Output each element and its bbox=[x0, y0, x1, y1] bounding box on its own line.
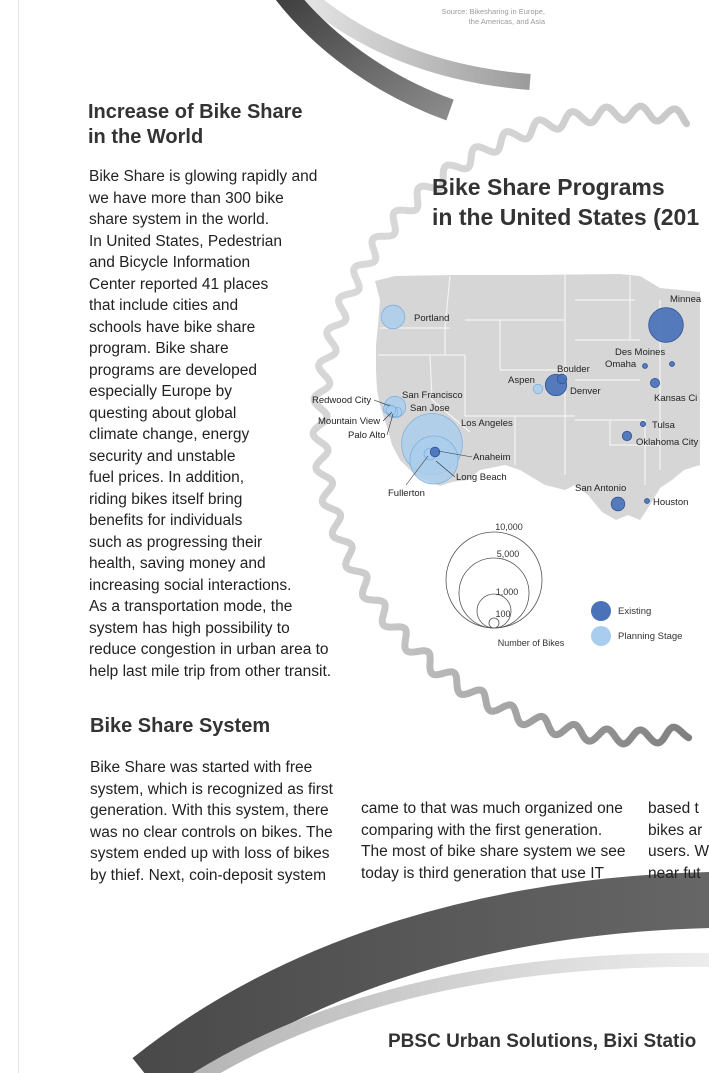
map-title-line: in the United States (201 bbox=[432, 204, 700, 230]
city-label: Long Beach bbox=[456, 472, 507, 483]
text-line: program. Bike share bbox=[89, 340, 229, 357]
footer-title: PBSC Urban Solutions, Bixi Statio bbox=[388, 1031, 697, 1052]
city-bubble bbox=[650, 378, 659, 387]
text-line: such as progressing their bbox=[89, 533, 263, 551]
text-line: Center reported 41 places bbox=[89, 275, 269, 293]
world-section-title bbox=[88, 100, 303, 150]
text-line: In United States, Pedestrian bbox=[89, 232, 283, 250]
text-line: and Bicycle Information bbox=[89, 254, 251, 271]
legend-existing-swatch bbox=[591, 601, 611, 621]
text-line: benefits for individuals bbox=[89, 512, 243, 529]
text-line: health, saving money and bbox=[89, 555, 266, 572]
city-label: Palo Alto bbox=[348, 430, 386, 441]
text-line: As a transportation mode, the bbox=[89, 598, 293, 615]
city-label: Denver bbox=[570, 386, 601, 397]
city-bubble bbox=[640, 421, 645, 426]
source-note-line: Source: Bikesharing in Europe, bbox=[441, 7, 545, 16]
source-note bbox=[400, 7, 545, 27]
text-line: we have more than 300 bike bbox=[89, 189, 284, 207]
city-label: Des Moines bbox=[615, 347, 666, 358]
city-label: Portland bbox=[414, 313, 450, 324]
city-label: Los Angeles bbox=[461, 418, 513, 429]
city-bubble bbox=[381, 305, 405, 329]
city-label: Redwood City bbox=[312, 395, 372, 406]
size-legend-label: 1,000 bbox=[495, 587, 519, 597]
text-line: climate change, energy bbox=[89, 426, 250, 443]
text-line: share system in the world. bbox=[89, 211, 270, 228]
text-line: The most of bike share system we see bbox=[361, 843, 626, 860]
city-bubble bbox=[645, 499, 650, 504]
text-line: system has high possibility to bbox=[89, 619, 290, 637]
size-legend-circle bbox=[459, 558, 529, 628]
text-line: fuel prices. In addition, bbox=[89, 469, 245, 486]
status-legend bbox=[591, 601, 682, 646]
city-label: Kansas Ci bbox=[654, 393, 698, 404]
text-line: increasing social interactions. bbox=[89, 576, 292, 594]
city-bubble bbox=[649, 308, 684, 343]
text-line: generation. With this system, there bbox=[90, 802, 329, 819]
city-label: Anaheim bbox=[473, 452, 511, 463]
city-label: San Jose bbox=[410, 403, 450, 414]
map-title bbox=[432, 172, 699, 232]
us-map bbox=[312, 274, 702, 520]
text-line: security and unstable bbox=[89, 447, 236, 465]
system-section-column-2 bbox=[361, 798, 651, 884]
source-note-line: the Americas, and Asia bbox=[468, 17, 545, 26]
size-legend-circle bbox=[446, 532, 542, 628]
text-line: Bike Share is glowing rapidly and bbox=[89, 168, 318, 185]
city-bubble bbox=[430, 447, 440, 457]
text-line: bikes ar bbox=[648, 821, 703, 839]
text-line: schools have bike share bbox=[89, 318, 256, 336]
city-label: San Antonio bbox=[575, 483, 627, 494]
city-label: Tulsa bbox=[652, 420, 675, 431]
city-bubble bbox=[410, 436, 458, 484]
text-line: system ended up with loss of bikes bbox=[90, 845, 330, 862]
system-section-column-3 bbox=[648, 798, 709, 884]
city-label: Omaha bbox=[605, 359, 637, 370]
size-legend-label: 10,000 bbox=[495, 522, 523, 532]
city-label: Fullerton bbox=[388, 488, 425, 499]
city-label: San Francisco bbox=[402, 390, 463, 401]
text-line: riding bikes itself bring bbox=[89, 490, 243, 508]
system-section-column-1 bbox=[90, 757, 333, 886]
size-legend-label: 5,000 bbox=[496, 549, 520, 559]
text-line: questing about global bbox=[89, 404, 237, 422]
city-label: Aspen bbox=[508, 375, 535, 386]
text-line: was no clear controls on bikes. The bbox=[90, 823, 333, 841]
city-label: Houston bbox=[653, 497, 689, 508]
system-section-title: Bike Share System bbox=[90, 715, 271, 737]
legend-planning-label: Planning Stage bbox=[618, 631, 683, 642]
city-bubble bbox=[557, 374, 567, 384]
size-legend-label: 100 bbox=[495, 609, 511, 619]
world-section-title-line: in the World bbox=[88, 126, 204, 148]
text-line: near fut bbox=[648, 864, 701, 882]
legend-planning-swatch bbox=[591, 626, 611, 646]
size-legend-caption: Number of Bikes bbox=[497, 638, 565, 648]
text-line: came to that was much organized one bbox=[361, 800, 623, 817]
city-bubble bbox=[622, 431, 631, 440]
text-line: based t bbox=[648, 800, 699, 817]
text-line: today is third generation that use IT bbox=[361, 864, 604, 882]
text-line: especially Europe by bbox=[89, 383, 233, 400]
text-line: by thief. Next, coin-deposit system bbox=[90, 866, 327, 884]
size-legend-circle bbox=[489, 618, 499, 628]
size-legend bbox=[446, 522, 565, 648]
world-section-body bbox=[89, 166, 331, 682]
map-title-line: Bike Share Programs bbox=[432, 174, 665, 200]
text-line: system, which is recognized as first bbox=[90, 780, 333, 798]
text-line: help last mile trip from other transit. bbox=[89, 662, 332, 680]
world-section-title-line: Increase of Bike Share bbox=[88, 101, 303, 123]
city-label: Boulder bbox=[557, 364, 590, 375]
city-bubble bbox=[670, 362, 675, 367]
city-bubble bbox=[611, 497, 625, 511]
city-label: Mountain View bbox=[318, 416, 381, 427]
text-line: reduce congestion in urban area to bbox=[89, 641, 329, 658]
text-line: users. W bbox=[648, 843, 709, 860]
city-bubble bbox=[643, 364, 648, 369]
text-line: that include cities and bbox=[89, 297, 239, 314]
text-line: programs are developed bbox=[89, 361, 258, 379]
text-line: comparing with the first generation. bbox=[361, 821, 603, 839]
text-line: Bike Share was started with free bbox=[90, 759, 313, 776]
legend-existing-label: Existing bbox=[618, 606, 652, 617]
city-label: Oklahoma City bbox=[636, 437, 699, 448]
city-label: Minnea bbox=[670, 294, 702, 305]
